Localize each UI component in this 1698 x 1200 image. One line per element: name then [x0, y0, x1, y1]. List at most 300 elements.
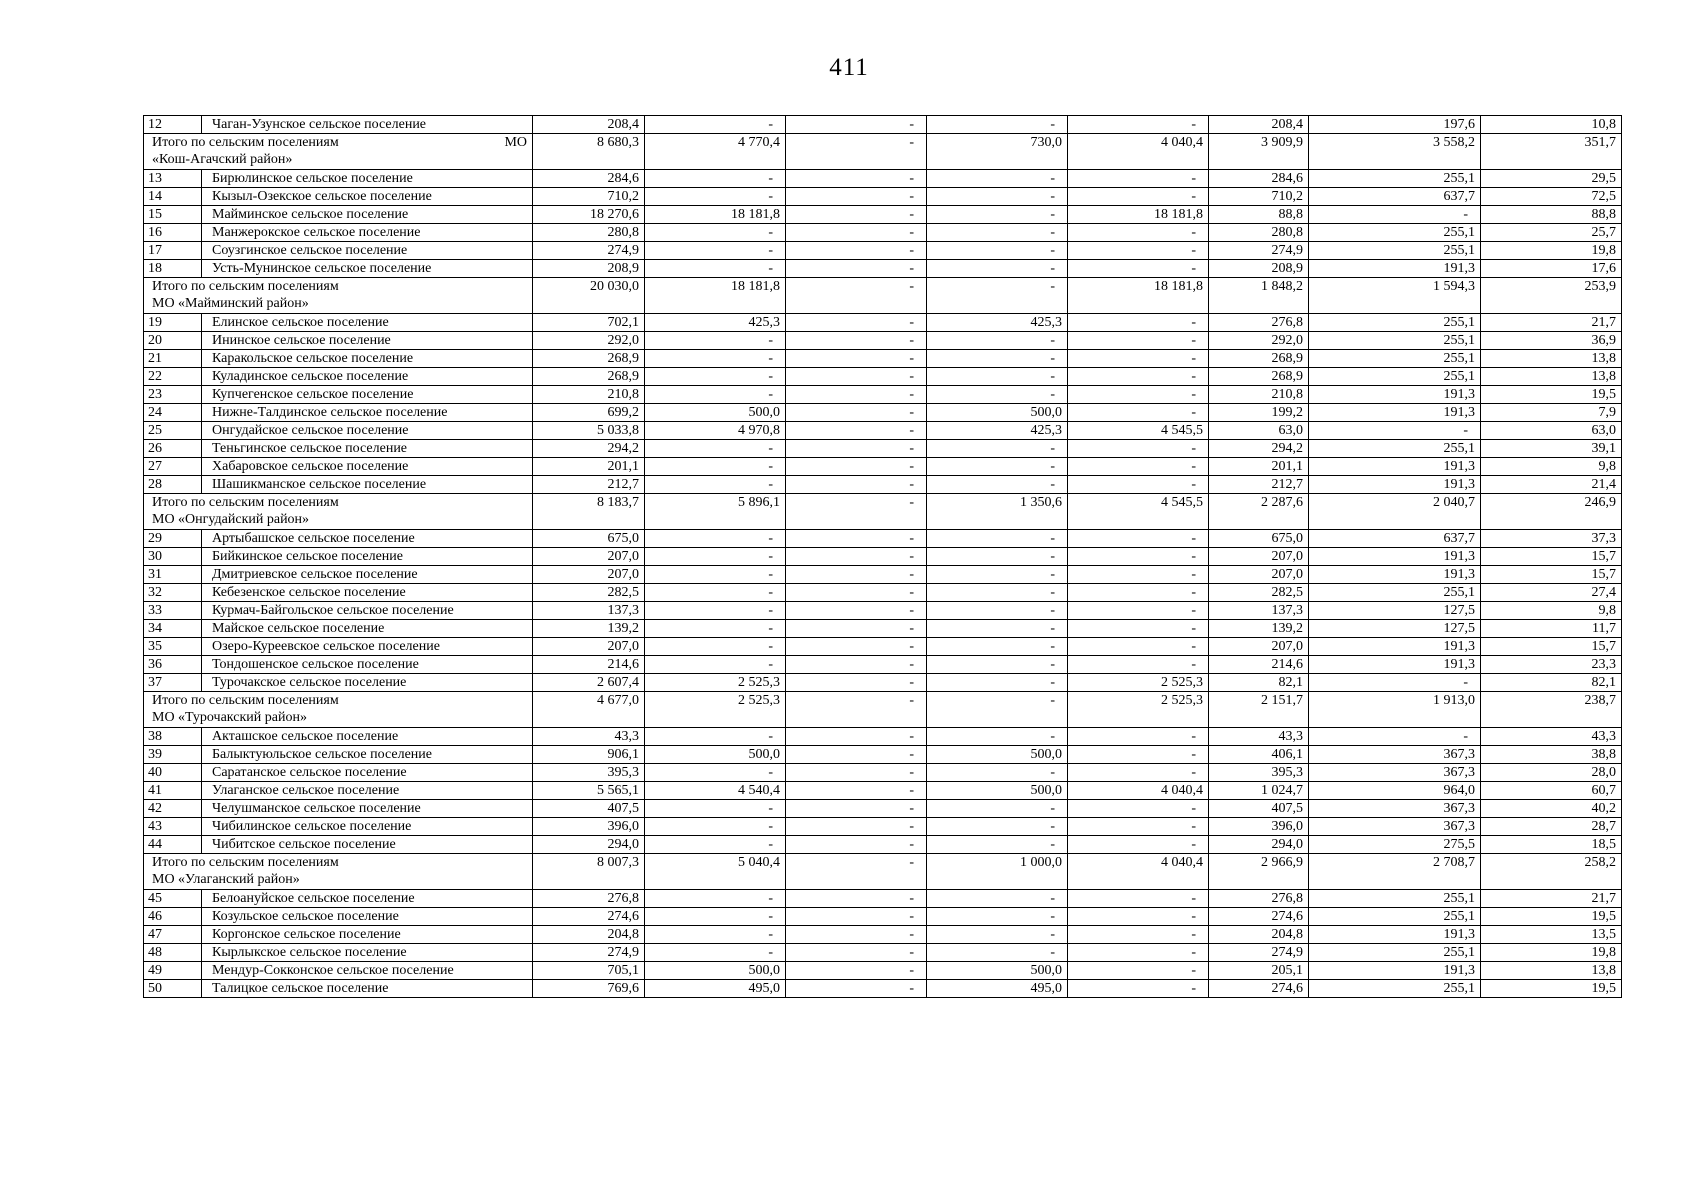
subtotal-label-line1 [152, 854, 527, 871]
value-cell: 425,3 [927, 422, 1068, 440]
value-cell: - [786, 782, 927, 800]
value-cell: - [786, 404, 927, 422]
value-cell: - [786, 476, 927, 494]
table-row [144, 332, 1622, 350]
table-row [144, 818, 1622, 836]
value-cell: 214,6 [1209, 656, 1309, 674]
value-cell: - [1068, 314, 1209, 332]
value-cell: 201,1 [533, 458, 645, 476]
value-cell: 395,3 [1209, 764, 1309, 782]
value-cell: 208,9 [1209, 260, 1309, 278]
value-cell: 274,9 [1209, 242, 1309, 260]
settlement-name: Чибилинское сельское поселение [202, 818, 533, 836]
value-cell: 8 680,3 [533, 134, 645, 170]
value-cell: 139,2 [533, 620, 645, 638]
row-number: 33 [144, 602, 202, 620]
subtotal-row [144, 692, 1622, 728]
value-cell: - [1068, 656, 1209, 674]
table-row [144, 224, 1622, 242]
row-number: 21 [144, 350, 202, 368]
value-cell: 1 350,6 [927, 494, 1068, 530]
value-cell: - [927, 116, 1068, 134]
value-cell: 294,0 [1209, 836, 1309, 854]
value-cell: 210,8 [1209, 386, 1309, 404]
value-cell: 17,6 [1481, 260, 1622, 278]
value-cell: - [645, 242, 786, 260]
value-cell: 18 181,8 [645, 278, 786, 314]
value-cell: 28,0 [1481, 764, 1622, 782]
value-cell: 255,1 [1309, 440, 1481, 458]
value-cell: 255,1 [1309, 314, 1481, 332]
subtotal-row [144, 494, 1622, 530]
value-cell: - [645, 224, 786, 242]
value-cell: - [786, 944, 927, 962]
value-cell: 19,5 [1481, 386, 1622, 404]
value-cell: 18 181,8 [1068, 206, 1209, 224]
table-row [144, 170, 1622, 188]
table-row [144, 440, 1622, 458]
value-cell: 2 708,7 [1309, 854, 1481, 890]
settlement-name: Ининское сельское поселение [202, 332, 533, 350]
settlement-name: Майминское сельское поселение [202, 206, 533, 224]
table-row [144, 530, 1622, 548]
settlement-name: Дмитриевское сельское поселение [202, 566, 533, 584]
table-row [144, 566, 1622, 584]
value-cell: 19,5 [1481, 980, 1622, 998]
value-cell: 207,0 [1209, 548, 1309, 566]
row-number: 27 [144, 458, 202, 476]
value-cell: 4 545,5 [1068, 494, 1209, 530]
value-cell: - [1068, 224, 1209, 242]
value-cell: 19,5 [1481, 908, 1622, 926]
value-cell: - [927, 764, 1068, 782]
value-cell: 191,3 [1309, 656, 1481, 674]
value-cell: 276,8 [1209, 890, 1309, 908]
value-cell: - [645, 170, 786, 188]
value-cell: - [645, 530, 786, 548]
value-cell: - [927, 836, 1068, 854]
value-cell: 208,4 [533, 116, 645, 134]
row-number: 23 [144, 386, 202, 404]
value-cell: - [1068, 170, 1209, 188]
value-cell: 13,8 [1481, 350, 1622, 368]
row-number: 35 [144, 638, 202, 656]
settlement-name: Тондошенское сельское поселение [202, 656, 533, 674]
table-row [144, 242, 1622, 260]
value-cell: 191,3 [1309, 548, 1481, 566]
value-cell: - [927, 278, 1068, 314]
table-row [144, 260, 1622, 278]
value-cell: 500,0 [927, 962, 1068, 980]
value-cell: 25,7 [1481, 224, 1622, 242]
value-cell: 675,0 [533, 530, 645, 548]
value-cell: 294,0 [533, 836, 645, 854]
value-cell: 274,6 [1209, 908, 1309, 926]
value-cell: - [1309, 728, 1481, 746]
value-cell: - [645, 944, 786, 962]
value-cell: 5 033,8 [533, 422, 645, 440]
value-cell: - [786, 728, 927, 746]
settlement-name: Козульское сельское поселение [202, 908, 533, 926]
value-cell: - [786, 584, 927, 602]
value-cell: - [786, 332, 927, 350]
value-cell: - [645, 116, 786, 134]
value-cell: 11,7 [1481, 620, 1622, 638]
row-number: 49 [144, 962, 202, 980]
value-cell: 36,9 [1481, 332, 1622, 350]
value-cell: 255,1 [1309, 584, 1481, 602]
value-cell: - [1068, 386, 1209, 404]
value-cell: - [786, 890, 927, 908]
value-cell: 137,3 [533, 602, 645, 620]
settlement-name: Чаган-Узунское сельское поселение [202, 116, 533, 134]
value-cell: 63,0 [1209, 422, 1309, 440]
value-cell: - [1068, 188, 1209, 206]
value-cell: - [786, 350, 927, 368]
value-cell: - [1068, 602, 1209, 620]
subtotal-row [144, 134, 1622, 170]
value-cell: 396,0 [533, 818, 645, 836]
value-cell: - [645, 656, 786, 674]
value-cell: 238,7 [1481, 692, 1622, 728]
value-cell: - [927, 260, 1068, 278]
table-row [144, 746, 1622, 764]
value-cell: - [1068, 764, 1209, 782]
value-cell: - [786, 134, 927, 170]
value-cell: 406,1 [1209, 746, 1309, 764]
value-cell: 274,9 [533, 242, 645, 260]
value-cell: 637,7 [1309, 530, 1481, 548]
settlement-name: Улаганское сельское поселение [202, 782, 533, 800]
value-cell: 1 000,0 [927, 854, 1068, 890]
value-cell: 199,2 [1209, 404, 1309, 422]
row-number: 16 [144, 224, 202, 242]
value-cell: 255,1 [1309, 350, 1481, 368]
value-cell: - [1068, 530, 1209, 548]
value-cell: 28,7 [1481, 818, 1622, 836]
value-cell: 3 558,2 [1309, 134, 1481, 170]
subtotal-label [144, 692, 533, 728]
value-cell: 282,5 [1209, 584, 1309, 602]
value-cell: 8 183,7 [533, 494, 645, 530]
row-number: 47 [144, 926, 202, 944]
value-cell: 699,2 [533, 404, 645, 422]
value-cell: - [1068, 836, 1209, 854]
table-row [144, 782, 1622, 800]
value-cell: - [786, 278, 927, 314]
value-cell: - [927, 332, 1068, 350]
value-cell: 276,8 [533, 890, 645, 908]
value-cell: 20 030,0 [533, 278, 645, 314]
value-cell: - [786, 314, 927, 332]
value-cell: 4 677,0 [533, 692, 645, 728]
value-cell: 255,1 [1309, 944, 1481, 962]
value-cell: 5 565,1 [533, 782, 645, 800]
value-cell: - [786, 674, 927, 692]
value-cell: 710,2 [1209, 188, 1309, 206]
row-number: 38 [144, 728, 202, 746]
value-cell: - [786, 116, 927, 134]
value-cell: 4 540,4 [645, 782, 786, 800]
value-cell: 21,7 [1481, 890, 1622, 908]
subtotal-label [144, 278, 533, 314]
value-cell: 268,9 [533, 350, 645, 368]
value-cell: 292,0 [533, 332, 645, 350]
settlement-name: Нижне-Талдинское сельское поселение [202, 404, 533, 422]
value-cell: - [1068, 350, 1209, 368]
value-cell: 500,0 [927, 404, 1068, 422]
value-cell: 18 181,8 [645, 206, 786, 224]
value-cell: - [927, 476, 1068, 494]
row-number: 22 [144, 368, 202, 386]
value-cell: 10,8 [1481, 116, 1622, 134]
row-number: 14 [144, 188, 202, 206]
value-cell: 705,1 [533, 962, 645, 980]
value-cell: - [927, 350, 1068, 368]
table-row [144, 764, 1622, 782]
value-cell: - [645, 566, 786, 584]
value-cell: - [645, 332, 786, 350]
value-cell: - [927, 638, 1068, 656]
value-cell: - [786, 764, 927, 782]
value-cell: 4 545,5 [1068, 422, 1209, 440]
value-cell: 7,9 [1481, 404, 1622, 422]
value-cell: 191,3 [1309, 476, 1481, 494]
value-cell: - [927, 944, 1068, 962]
value-cell: 204,8 [533, 926, 645, 944]
value-cell: 37,3 [1481, 530, 1622, 548]
table-row [144, 602, 1622, 620]
value-cell: 43,3 [1209, 728, 1309, 746]
row-number: 31 [144, 566, 202, 584]
value-cell: 294,2 [533, 440, 645, 458]
row-number: 25 [144, 422, 202, 440]
value-cell: 4 040,4 [1068, 134, 1209, 170]
subtotal-label-text: Итого по сельским поселениям [152, 693, 339, 708]
value-cell: 255,1 [1309, 170, 1481, 188]
row-number: 32 [144, 584, 202, 602]
value-cell: - [786, 494, 927, 530]
row-number: 39 [144, 746, 202, 764]
value-cell: - [786, 908, 927, 926]
value-cell: - [927, 548, 1068, 566]
value-cell: - [927, 818, 1068, 836]
value-cell: 4 770,4 [645, 134, 786, 170]
value-cell: 9,8 [1481, 602, 1622, 620]
value-cell: 191,3 [1309, 260, 1481, 278]
value-cell: - [927, 458, 1068, 476]
value-cell: 82,1 [1481, 674, 1622, 692]
settlement-name: Талицкое сельское поселение [202, 980, 533, 998]
value-cell: 207,0 [1209, 638, 1309, 656]
value-cell: - [645, 926, 786, 944]
value-cell: - [927, 656, 1068, 674]
value-cell: 769,6 [533, 980, 645, 998]
value-cell: 205,1 [1209, 962, 1309, 980]
value-cell: 282,5 [533, 584, 645, 602]
value-cell: 88,8 [1481, 206, 1622, 224]
value-cell: 2 525,3 [1068, 674, 1209, 692]
value-cell: 425,3 [927, 314, 1068, 332]
value-cell: 208,9 [533, 260, 645, 278]
value-cell: - [786, 854, 927, 890]
value-cell: 495,0 [927, 980, 1068, 998]
value-cell: 19,8 [1481, 242, 1622, 260]
value-cell: - [645, 818, 786, 836]
value-cell: 274,9 [1209, 944, 1309, 962]
value-cell: - [1068, 980, 1209, 998]
value-cell: - [786, 800, 927, 818]
value-cell: - [1068, 548, 1209, 566]
value-cell: 292,0 [1209, 332, 1309, 350]
value-cell: 40,2 [1481, 800, 1622, 818]
value-cell: - [1068, 404, 1209, 422]
value-cell: - [927, 674, 1068, 692]
settlement-name: Усть-Мунинское сельское поселение [202, 260, 533, 278]
value-cell: - [927, 620, 1068, 638]
table-row [144, 368, 1622, 386]
settlement-name: Куладинское сельское поселение [202, 368, 533, 386]
subtotal-label-line1 [152, 278, 527, 295]
row-number: 34 [144, 620, 202, 638]
settlement-name: Хабаровское сельское поселение [202, 458, 533, 476]
value-cell: - [1068, 368, 1209, 386]
subtotal-label-line2: МО «Улаганский район» [152, 872, 300, 887]
value-cell: 13,5 [1481, 926, 1622, 944]
value-cell: - [645, 890, 786, 908]
value-cell: - [786, 818, 927, 836]
table-row [144, 656, 1622, 674]
value-cell: 280,8 [533, 224, 645, 242]
value-cell: 1 594,3 [1309, 278, 1481, 314]
value-cell: - [927, 170, 1068, 188]
value-cell: 212,7 [1209, 476, 1309, 494]
budget-table [143, 115, 1622, 998]
value-cell: - [786, 368, 927, 386]
value-cell: 964,0 [1309, 782, 1481, 800]
row-number: 40 [144, 764, 202, 782]
value-cell: - [645, 458, 786, 476]
value-cell: 207,0 [1209, 566, 1309, 584]
subtotal-label-line2: МО «Майминский район» [152, 296, 309, 311]
value-cell: 1 913,0 [1309, 692, 1481, 728]
table-row [144, 386, 1622, 404]
value-cell: 13,8 [1481, 962, 1622, 980]
value-cell: 127,5 [1309, 602, 1481, 620]
value-cell: - [645, 764, 786, 782]
value-cell: - [645, 728, 786, 746]
value-cell: 274,9 [533, 944, 645, 962]
table-row [144, 980, 1622, 998]
value-cell: 2 040,7 [1309, 494, 1481, 530]
value-cell: 407,5 [533, 800, 645, 818]
table-row [144, 458, 1622, 476]
value-cell: 60,7 [1481, 782, 1622, 800]
value-cell: 139,2 [1209, 620, 1309, 638]
table-row [144, 926, 1622, 944]
value-cell: - [645, 602, 786, 620]
subtotal-label-line2: МО «Турочакский район» [152, 710, 307, 725]
settlement-name: Каракольское сельское поселение [202, 350, 533, 368]
value-cell: 255,1 [1309, 890, 1481, 908]
value-cell: 208,4 [1209, 116, 1309, 134]
table-row [144, 800, 1622, 818]
value-cell: 8 007,3 [533, 854, 645, 890]
settlement-name: Соузгинское сельское поселение [202, 242, 533, 260]
row-number: 28 [144, 476, 202, 494]
settlement-name: Теньгинское сельское поселение [202, 440, 533, 458]
value-cell: 1 024,7 [1209, 782, 1309, 800]
value-cell: 204,8 [1209, 926, 1309, 944]
table-row [144, 476, 1622, 494]
value-cell: - [786, 602, 927, 620]
value-cell: - [1068, 746, 1209, 764]
value-cell: - [786, 422, 927, 440]
value-cell: - [1068, 458, 1209, 476]
row-number: 43 [144, 818, 202, 836]
value-cell: 2 607,4 [533, 674, 645, 692]
value-cell: 2 525,3 [1068, 692, 1209, 728]
value-cell: 268,9 [1209, 368, 1309, 386]
table-row [144, 944, 1622, 962]
value-cell: - [1068, 962, 1209, 980]
value-cell: - [1068, 818, 1209, 836]
value-cell: 21,4 [1481, 476, 1622, 494]
value-cell: 275,5 [1309, 836, 1481, 854]
value-cell: - [927, 242, 1068, 260]
row-number: 29 [144, 530, 202, 548]
page-number: 411 [829, 54, 869, 81]
value-cell: 9,8 [1481, 458, 1622, 476]
settlement-name: Майское сельское поселение [202, 620, 533, 638]
settlement-name: Онгудайское сельское поселение [202, 422, 533, 440]
row-number: 24 [144, 404, 202, 422]
value-cell: - [786, 926, 927, 944]
value-cell: 396,0 [1209, 818, 1309, 836]
value-cell: 255,1 [1309, 332, 1481, 350]
table-row [144, 620, 1622, 638]
value-cell: - [786, 224, 927, 242]
settlement-name: Бийкинское сельское поселение [202, 548, 533, 566]
subtotal-label-suffix: МО [504, 135, 527, 150]
row-number: 45 [144, 890, 202, 908]
value-cell: 395,3 [533, 764, 645, 782]
value-cell: 284,6 [1209, 170, 1309, 188]
value-cell: - [927, 566, 1068, 584]
row-number: 15 [144, 206, 202, 224]
value-cell: 1 848,2 [1209, 278, 1309, 314]
value-cell: 3 909,9 [1209, 134, 1309, 170]
subtotal-label-text: Итого по сельским поселениям [152, 855, 339, 870]
value-cell: 38,8 [1481, 746, 1622, 764]
value-cell: 43,3 [533, 728, 645, 746]
value-cell: 88,8 [1209, 206, 1309, 224]
value-cell: 191,3 [1309, 404, 1481, 422]
row-number: 20 [144, 332, 202, 350]
value-cell: 191,3 [1309, 386, 1481, 404]
value-cell: - [1068, 242, 1209, 260]
value-cell: 207,0 [533, 638, 645, 656]
row-number: 13 [144, 170, 202, 188]
value-cell: - [927, 602, 1068, 620]
value-cell: - [786, 242, 927, 260]
table-row [144, 908, 1622, 926]
value-cell: 27,4 [1481, 584, 1622, 602]
value-cell: 255,1 [1309, 242, 1481, 260]
subtotal-label-line1 [152, 692, 527, 709]
settlement-name: Саратанское сельское поселение [202, 764, 533, 782]
value-cell: - [786, 746, 927, 764]
